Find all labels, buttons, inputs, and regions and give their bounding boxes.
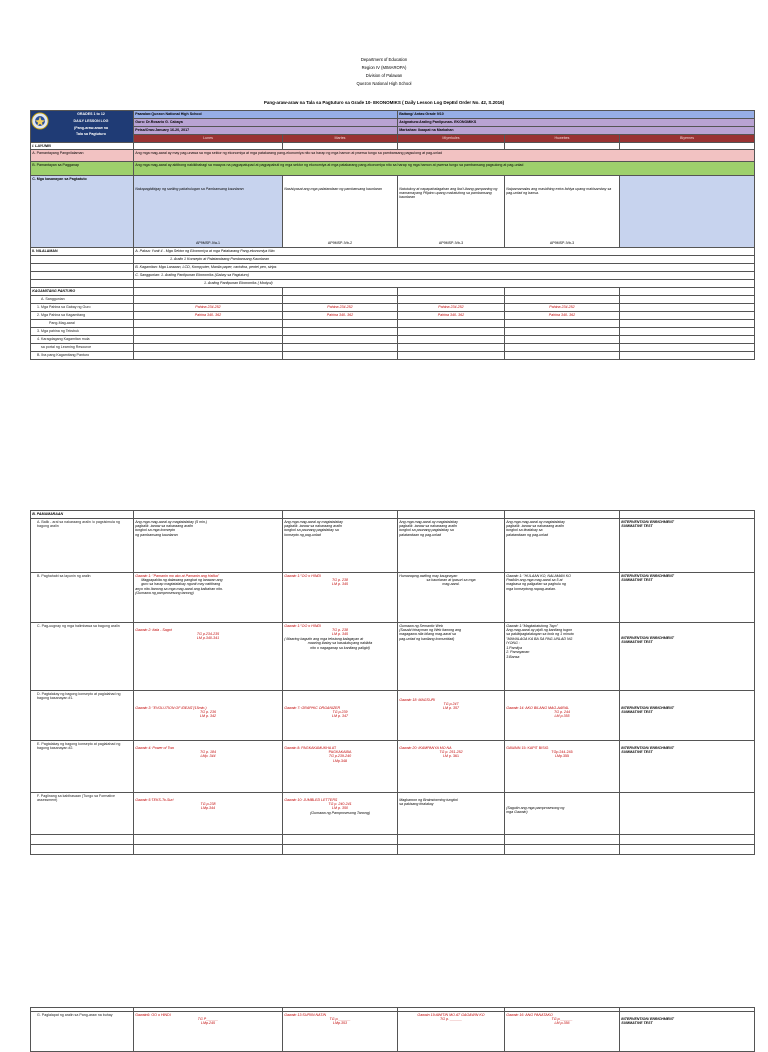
- header-division: Division of Palawan: [365, 73, 403, 78]
- asignatura-cell: Asignatura:Araling Panlipunan- EKONOMIKS: [398, 119, 755, 127]
- paghahabi-huwebes: Gawain 1: "HULAAN KO, NALAMAN KO Pasiklin ang mga mag-aaral sa 5 at magbasa ng paliguitan sa paghulu ng mga konseptong napag-aralan.: [505, 573, 620, 623]
- day-header-miyerkules: Miyerkules: [398, 135, 505, 143]
- baitang-cell: Baitang/ Antas:Grade 9/10: [398, 111, 755, 119]
- day-header-huwebes: Huwebes: [505, 135, 620, 143]
- paglalapat-miyerkules: Gawain 19:AWITIN MO AT GAGAWIN KO TG p. ______: [398, 1012, 505, 1052]
- modyul-huwebes: Pahina 340- 362: [505, 312, 620, 320]
- pag-uugnay-label: C. Pag-uugnay ng mga halimbawa sa bagong aralin: [31, 623, 134, 691]
- kasanayan-miyerkules: Natutukoy at napapahalagahan ang iba't-ibang gampaning ng mamamayang Pilipino upang makatulong sa pambansang kaunlaran AP9MSP-IVb-3: [398, 176, 505, 248]
- pag-uugnay-miyerkules: Gumawa ng Semantic Web (Sasabi hinayman ng Web itanong ang magagawa nila bilang mag-aaral sa pag-unlad ng kanilang komunidad): [398, 623, 505, 691]
- balik-aral-miyerkules: Ang mga mag-aaral ay magtatalakay pagbalik -tanaw sa nakaraang aralin tungkol sa paunang pagtalakay sa palatandaan ng pag-unlad: [398, 519, 505, 573]
- dll-label: DAILY LESSON LOG: [73, 118, 109, 123]
- pagtalakay-2-miyerkules: Gawain 20: IKAMPANYA MO NA TG p. 251-252 LM p. 361: [398, 741, 505, 793]
- paglinang-huwebes: (Sagutin ang mga pamprosesong ng mga Gawain): [505, 793, 620, 835]
- nilalaman-line-2: 1. Aralin 1 Konsepto at Palatandaang Pambansang Kaunlaran: [134, 256, 755, 264]
- pagtalakay-1-biyernes: INTERVENTION/ ENRICHMENT SUMMATIVE TEST: [620, 691, 755, 741]
- balik-aral-lunes: Ang mga mag-aaral ay magtatalakay (5 min.) pagbalik -tanaw sa nakaraang aralin tungkol sa mga konsepto ng pambansang kaunlaran: [134, 519, 283, 573]
- balik-aral-biyernes: INTERVENTION/ ENRICHMENT SUMMATIVE TEST: [620, 519, 755, 573]
- pag-uugnay-huwebes: Gawain 1:"Magkakatulong Tayo" Ang mag-aaral ay pipili ng kanilang tugon sa pakikipagtalakayan sa loob ng 1 minuto "MAHALAGA KA BA SA PAG-UNLAD NG IYONG : 1.Pamilya 2. Pamayanan 3.Bansa: [505, 623, 620, 691]
- nilalaman-line-4: C. Sanggunian: 1. Araling Panlipunan Ekonomiks (Gabay sa Pagtuturo): [134, 272, 755, 280]
- paglalapat-label: G. Paglalapat ng aralin sa Pang-araw na buhay: [31, 1012, 134, 1052]
- paglinang-lunes: Gawain 5:TEKS-To-Suri TG p.238 LMp.344: [134, 793, 283, 835]
- deped-seal-icon: [31, 112, 49, 130]
- kagamitang-label: 2. Mga Pahina sa Kagamitang: [31, 312, 134, 320]
- pagtalakay-1-martes: Gawain 7: GRAPHIC ORGANIZER TG p.239 LM p. 347: [283, 691, 398, 741]
- nilalaman-line-5: 1. Araling Panlipunan Ekonomiks ( Modyul): [134, 280, 755, 288]
- paaralan-cell: Paaralan:Quezon National High School: [134, 111, 398, 119]
- info-left-block: [31, 111, 134, 143]
- kasanayan-martes: Nasisiyasat ang mga palatandaan ng pambansang kaunlaran AP9MSP-IVb-2: [283, 176, 398, 248]
- pamantayang-pangnilalaman-label: A. Pamantayang Pangnilalaman: [31, 150, 134, 162]
- document-title: Pang-araw-araw na Tala sa Pagtuturo sa Grade 10- EKONOMIKS ( Daily Lesson Log DepEd Order No. 42, S.2016): [263, 100, 505, 105]
- pag-uugnay-lunes: Gawain 2: Itala - Sagot TG p.234-235 LM p.340-341: [134, 623, 283, 691]
- modyul-miyerkules: Pahina 340- 362: [398, 312, 505, 320]
- paghahabi-lunes: Gawain 1: "Pamanin mo ako at Pamanin ang Halika" Magpapakita ng dalawang pangkat ng larawan ang guro sa harap magtatalakay ngunit may natitirang anyo nito.Itanong sa mga mag-aaral ang kaibahan nito. (Gumawa ng pamprosesong tanong): [134, 573, 283, 623]
- balik-aral-label: A. Balik - aral sa nakaraang aralin /o pagsisimula ng bagong aralin: [31, 519, 134, 573]
- pagtalakay-1-lunes: Gawain 3: "EVOLUTION OF IDEAS"(15min.) TG p. 236 LM p. 342: [134, 691, 283, 741]
- pamantayan-pagganap-label: B. Pamantayan sa Pagganap: [31, 162, 134, 176]
- gabay-guro-label: 1. Mga Pahina sa Gabay ng Guro: [31, 304, 134, 312]
- balik-aral-huwebes: Ang mga mag-aaral ay magtatalakay pagbalik -tanaw sa nakaraang aralin tungkol sa tinalakay sa palatandaan ng pag-unlad: [505, 519, 620, 573]
- dll-table-bottom: [30, 1007, 755, 1052]
- modyul-martes: Pahina 340- 362: [283, 312, 398, 320]
- pag-uugnay-biyernes: INTERVENTION/ ENRICHMENT SUMMATIVE TEST: [620, 623, 755, 691]
- paghahabi-label: B. Paghahabi sa layunin ng aralin: [31, 573, 134, 623]
- paglinang-martes: Gawain 10: JUMBLED LETTERS TG p. 240-241 LM p. 350 (Gumawa ng Pamprosesong Tanong): [283, 793, 398, 835]
- header-region: Region IV (MIMAROPA): [361, 65, 407, 70]
- nilalaman-heading: II. NILALAMAN: [31, 248, 134, 256]
- kagamitan-heading: KAGAMITANG PANTURO: [31, 288, 134, 296]
- day-header-biyernes: Biyernes: [620, 135, 755, 143]
- paglalapat-lunes: Gawain6: OO o HINDI TG P______ LMp.245: [134, 1012, 283, 1052]
- dll-table-pamamaraan: [30, 510, 755, 855]
- gabay-martes: Pahina 234-252: [283, 304, 398, 312]
- nilalaman-line-3: B. Kagamitan: Mga Larawan, LCD, Kompyuter, Manila paper, cartolina, pentel pen, strips: [134, 264, 755, 272]
- day-header-lunes: Lunes: [134, 135, 283, 143]
- pamamaraan-heading: B. PAMAMARAAN: [31, 511, 134, 519]
- markahan-cell: Markahan: Ikaapat na Markahan: [398, 127, 755, 135]
- karagdagang-label: 4. Karagdagang Kagamitan mula: [31, 336, 134, 344]
- dll-table-top: [30, 110, 755, 360]
- paglalapat-biyernes: INTERVENTION/ ENRICHMENT SUMMATIVE TEST: [620, 1012, 755, 1052]
- balik-aral-martes: Ang mga mag-aaral ay magtatalakay pagbalik -tanaw sa nakaraang aralin tungkol sa paunang pagtalakay sa konsepto ng pag-unlad: [283, 519, 398, 573]
- kasanayan-biyernes: [620, 176, 755, 248]
- teksbuk-label: 3. Mga pahina ng Teksbuk: [31, 328, 134, 336]
- kasanayan-label: C. Mga kasanayan sa Pagkatuto: [31, 176, 134, 248]
- pagtalakay-2-label: E. Pagtalakay ng bagong konsepto at paglalahad ng bagong kasanayan #2.: [31, 741, 134, 793]
- pag-uugnay-martes: Gawain 1:"OO o HINDI TG p. 238 LM p. 345 ( Maaring bagutin ang mga tekstong kalagayan at maaring ibatay sa kasalukuyang nakikita nito o nagaganap sa kanilang paligid): [283, 623, 398, 691]
- iba-pang-label: B. Iba pang Kagamitang Panturo: [31, 352, 134, 360]
- gabay-miyerkules: Pahina 234-252: [398, 304, 505, 312]
- pagtalakay-2-huwebes: GAWAIN 15: KAPIT BISIG TGp.244-245 LMp.355: [505, 741, 620, 793]
- pagtalakay-1-label: D. Pagtalakay ng bagong konsepto at paglalahad ng bagong kasanayan #1.: [31, 691, 134, 741]
- kasanayan-huwebes: Naipamamalas ang masidhing extra-fahiya upang makisambay sa pag-unlad ng bansa. AP9MSP-IVb-3: [505, 176, 620, 248]
- petsa-cell: Petsa/Oras:January 16-20, 2017: [134, 127, 398, 135]
- paghahabi-biyernes: INTERVENTION/ ENRICHMENT SUMMATIVE TEST: [620, 573, 755, 623]
- pagtalakay-1-huwebes: Gawain 14: AKO BILANG MAG-AARAL TG p. 244 LM p.355: [505, 691, 620, 741]
- gabay-lunes: Pahina 234-252: [134, 304, 283, 312]
- guro-cell: Guro: Dr.Rosario G. Cabaya: [134, 119, 398, 127]
- header-deped: Department of Education: [360, 57, 408, 62]
- sanggunian-label: A. Sanggunian: [31, 296, 134, 304]
- pagtalakay-2-biyernes: INTERVENTION/ ENRICHMENT SUMMATIVE TEST: [620, 741, 755, 793]
- grades-label: GRADES 1 to 12: [77, 112, 105, 116]
- paglalapat-martes: Gawain 13:SURIIN NATIN TG p.______ LMp.353: [283, 1012, 398, 1052]
- paghahabi-martes: Gawain 1:"OO o HINDI TG p. 238 LM p. 345: [283, 573, 398, 623]
- pamantayan-pagganap-text: Ang mga mag-aaral ay aktibong nakikibahagi sa maayos na pagpapatupad at pagpapabuti ng mga sektor ng ekonomiya at mga patakarang pang-ekonomiya nito sa harap ng mga hamon at pwersa tungo sa pambansang pagsulong at pag-unlad: [134, 162, 755, 176]
- gabay-huwebes: Pahina 234-252: [505, 304, 620, 312]
- portal-label: sa portal ng Learning Resource: [31, 344, 134, 352]
- tala-label-2: Tala sa Pagtuturo: [76, 132, 106, 137]
- layunin-heading: I. LAYUNIN: [31, 143, 134, 150]
- pagtalakay-2-martes: Gawain 8: PAGKAKAMUKHA AT PAGKAKAIBA TG p.239-240 LMp.348: [283, 741, 398, 793]
- paghahabi-miyerkules: Humanapng awiting may kaugnayan sa kaunlaran at ipasuri sa mga mag-aaral.: [398, 573, 505, 623]
- pagtalakay-2-lunes: Gawain 4: Power of Two TG p. 184 LMp. 344: [134, 741, 283, 793]
- day-header-martes: Martes: [283, 135, 398, 143]
- paglinang-miyerkules: Magkaroon ng Brainstorming tungkol sa pakisang tinalakay: [398, 793, 505, 835]
- pamantayang-pangnilalaman-text: Ang mga mag-aaral ay may pag-unawa sa mga sektor ng ekonomiya at mga patakarang pang-ekonomiya nito sa harap ng mga hamon at pwersa tungo sa pambansang pagsulong at pag-unlad: [134, 150, 755, 162]
- paglinang-label: F. Paglinang sa kabihasaan (Tungo sa Formative assessment): [31, 793, 134, 835]
- kasanayan-lunes: Nakapagbibigay ng sariling pakahulugan sa Pambansang kaunlaran AP9MSP-IVa-1: [134, 176, 283, 248]
- pang-mag-aaral-label: Pang-Mag-aaral: [31, 320, 134, 328]
- paglinang-biyernes: [620, 793, 755, 835]
- modyul-lunes: Pahina 340- 362: [134, 312, 283, 320]
- pagtalakay-1-miyerkules: Gawain 18: MAGSURI TG p.247 LM p. 357: [398, 691, 505, 741]
- tala-label-1: (Pang-araw-araw na: [74, 125, 108, 130]
- paglalapat-huwebes: Gawain 16: ANG PANATAKO TG p.______ LM p.356: [505, 1012, 620, 1052]
- header-school: Quezon National High School: [356, 81, 412, 86]
- nilalaman-line-1: A. Paksa: Yunit 4 - Mga Sektor ng Ekonomiya at mga Patakarang Pang-ekonomiya Nito: [134, 248, 755, 256]
